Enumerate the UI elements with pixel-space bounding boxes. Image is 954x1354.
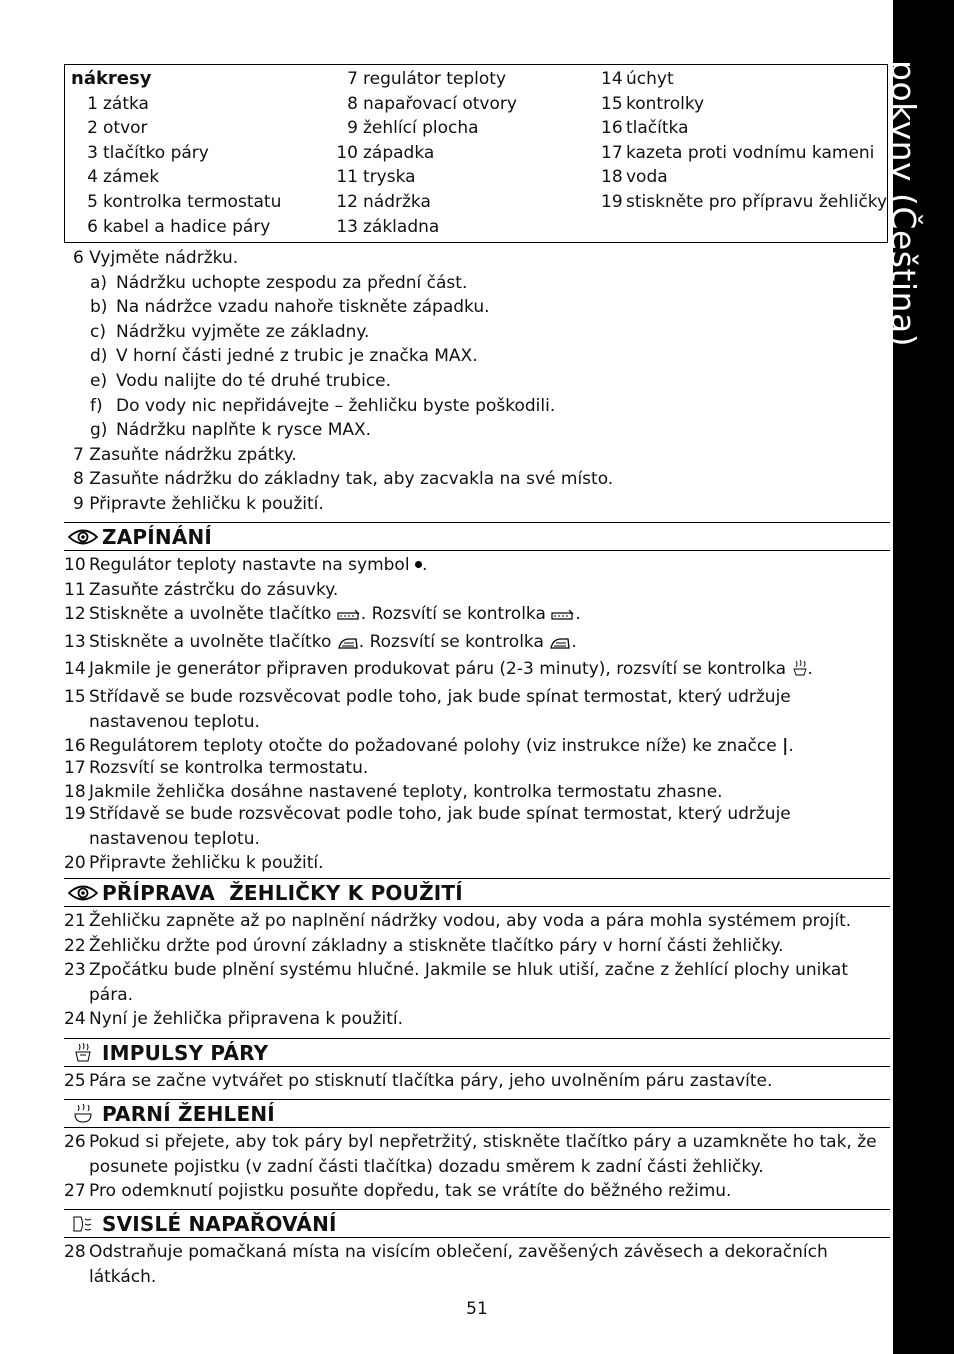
part-label: zátka	[103, 93, 149, 114]
part-number: 4	[87, 167, 98, 188]
vertical-steam-icon	[64, 1214, 102, 1234]
step-text	[89, 553, 890, 578]
substep-text: Nádržku naplňte k rysce MAX.	[116, 420, 372, 441]
substep-text: Nádržku vyjměte ze základny.	[116, 321, 370, 342]
step-text	[89, 630, 890, 658]
part-number: 11	[336, 167, 358, 188]
step-26	[64, 1130, 890, 1179]
section-header-parni	[64, 1099, 890, 1128]
substep-letter: d)	[90, 346, 108, 367]
step-number: 21	[64, 911, 86, 931]
substep-letter: f)	[90, 395, 103, 416]
substep-text: V horní části jedné z trubic je značka MAX.	[116, 346, 478, 367]
step-14	[64, 657, 890, 685]
step-text: .	[575, 604, 581, 625]
step-number: 23	[64, 960, 86, 981]
section-title: IMPULSY PÁRY	[102, 1040, 269, 1065]
step-number: 11	[64, 579, 86, 600]
step-number: 13	[64, 631, 86, 652]
part-item	[71, 92, 336, 117]
part-label: tlačítka	[626, 118, 689, 139]
step-27	[64, 1179, 890, 1204]
steam-button-icon	[551, 605, 575, 630]
step-text: .	[807, 659, 813, 680]
part-item	[331, 141, 601, 166]
part-number: 16	[601, 118, 623, 139]
substep	[64, 394, 890, 419]
part-item	[331, 116, 601, 141]
part-item	[601, 165, 891, 190]
step-number: 14	[64, 659, 86, 680]
part-number: 12	[336, 191, 358, 212]
parts-column-3	[601, 67, 891, 215]
step-28	[64, 1240, 890, 1289]
section-title: PŘÍPRAVA ŽEHLIČKY K POUŽITÍ	[102, 880, 463, 905]
substeps	[64, 271, 890, 443]
part-item	[71, 116, 336, 141]
substep	[64, 344, 890, 369]
parts-legend	[64, 64, 888, 243]
part-label: západka	[363, 142, 435, 163]
section-header-priprava	[64, 878, 890, 907]
part-label: regulátor teploty	[363, 69, 507, 89]
part-label: voda	[626, 167, 668, 188]
step-9: 9 Připravte žehličku k použití.	[73, 493, 324, 514]
parts-heading: nákresy	[71, 68, 152, 89]
substep	[64, 320, 890, 345]
step-text: Střídavě se bude rozsvěcovat podle toho, jak bude spínat termostat, který udržuje nastavenou teplotu.	[89, 686, 791, 732]
part-number: 13	[336, 216, 358, 237]
part-label: tlačítko páry	[103, 142, 209, 163]
part-number: 7	[347, 69, 358, 89]
step-12	[64, 602, 890, 630]
steam-button-icon	[337, 605, 361, 630]
part-number: 2	[87, 118, 98, 139]
step-text: Střídavě se bude rozsvěcovat podle toho, jak bude spínat termostat, který udržuje nastavenou teplotu.	[89, 803, 791, 849]
step-text: Odstraňuje pomačkaná místa na visícím oblečení, zavěšených závěsech a dekoračních látkách.	[89, 1242, 828, 1287]
part-number: 1	[87, 93, 98, 114]
parts-column-1	[71, 67, 336, 239]
substep	[64, 295, 890, 320]
substep-letter: e)	[90, 370, 108, 391]
part-item	[71, 215, 336, 240]
substep	[64, 369, 890, 394]
impulsy-steps	[64, 1069, 890, 1094]
step-number: 20	[64, 853, 86, 874]
part-item	[71, 165, 336, 190]
step-text	[89, 657, 890, 685]
substep-text: Vodu nalijte do té druhé trubice.	[116, 370, 392, 391]
part-item	[601, 141, 891, 166]
step-23	[64, 958, 890, 1007]
step-number: 27	[64, 1181, 86, 1202]
step-20	[64, 851, 890, 876]
position-mark: |	[782, 736, 789, 757]
part-item	[331, 215, 601, 240]
step-21	[64, 909, 890, 934]
step-15	[64, 685, 890, 734]
part-item	[601, 190, 891, 215]
step-8: 8 Zasuňte nádržku do základny tak, aby zacvakla na své místo.	[73, 469, 614, 490]
step-text: Žehličku zapněte až po naplnění nádržky vodou, aby voda a pára mohla systémem projít.	[89, 911, 852, 931]
part-number: 3	[87, 142, 98, 163]
step-13	[64, 630, 890, 658]
step-number: 24	[64, 1009, 86, 1030]
part-number: 9	[347, 118, 358, 139]
part-number: 19	[601, 191, 623, 212]
parni-steps	[64, 1130, 890, 1204]
part-label: kontrolka termostatu	[103, 191, 282, 212]
step-text: Regulátorem teploty otočte do požadované polohy (viz instrukce níže) ke značce	[89, 736, 783, 757]
step-text: .	[571, 631, 577, 652]
step-7: 7 Zasuňte nádržku zpátky.	[73, 444, 297, 465]
step-text: Nyní je žehlička připravena k použití.	[89, 1009, 404, 1030]
step-text: Jakmile žehlička dosáhne nastavené teploty, kontrolka termostatu zhasne.	[89, 782, 723, 803]
step-text: Zasuňte zástrčku do zásuvky.	[89, 579, 339, 600]
step-text: Pokud si přejete, aby tok páry byl nepřetržitý, stiskněte tlačítko páry a uzamkněte ho tak, že posunete pojistku (v zadní části tlačítka) dozadu směrem k zadní části žehličky.	[89, 1132, 877, 1177]
part-item	[331, 165, 601, 190]
iron-icon	[337, 633, 359, 658]
step-11	[64, 578, 890, 603]
step-number: 26	[64, 1132, 86, 1152]
part-label: tryska	[363, 167, 416, 188]
step-text: . Rozsvítí se kontrolka	[360, 604, 552, 625]
substep-letter: a)	[90, 272, 108, 293]
part-label: úchyt	[626, 69, 674, 89]
part-number: 18	[601, 167, 623, 188]
intro-steps	[64, 246, 890, 517]
part-item	[71, 141, 336, 166]
priprava-steps	[64, 909, 890, 1032]
substep	[64, 418, 890, 443]
part-label: kazeta proti vodnímu kameni	[626, 142, 875, 163]
step-text: Stiskněte a uvolněte tlačítko	[89, 631, 337, 652]
substep-text: Do vody nic nepřidávejte – žehličku byste poškodili.	[116, 395, 556, 416]
section-header-svisle	[64, 1209, 890, 1238]
part-number: 8	[347, 93, 358, 114]
substep-letter: b)	[90, 297, 108, 318]
step-number: 28	[64, 1242, 86, 1262]
step-6: 6 Vyjměte nádržku.	[73, 248, 239, 268]
section-title: SVISLÉ NAPAŘOVÁNÍ	[102, 1211, 337, 1236]
part-label: zámek	[103, 167, 160, 188]
step-number: 22	[64, 935, 86, 956]
steam-ready-icon	[792, 659, 808, 685]
step-text	[89, 602, 890, 630]
section-title: PARNÍ ŽEHLENÍ	[102, 1101, 275, 1126]
part-label: stiskněte pro přípravu žehličky	[626, 191, 888, 212]
step-text: Připravte žehličku k použití.	[89, 853, 324, 874]
step-text: Rozsvítí se kontrolka termostatu.	[89, 757, 369, 778]
eye-icon	[64, 884, 102, 902]
parts-column-2	[331, 67, 601, 239]
step-17	[64, 756, 890, 781]
substep	[64, 271, 890, 296]
section-header-impulsy	[64, 1038, 890, 1067]
part-label: kontrolky	[626, 93, 705, 114]
step-text: Zpočátku bude plnění systému hlučné. Jakmile se hluk utiší, začne z žehlící plochy unikat pára.	[89, 960, 848, 1005]
step-text: . Rozsvítí se kontrolka	[358, 631, 550, 652]
part-label: kabel a hadice páry	[103, 216, 271, 237]
step-text: .	[421, 555, 428, 575]
part-label: základna	[363, 216, 440, 237]
substep-letter: c)	[90, 321, 106, 342]
part-number: 17	[601, 142, 623, 163]
page-number: 51	[466, 1299, 488, 1319]
part-label: nádržka	[363, 191, 431, 212]
part-item	[331, 67, 601, 92]
part-label: žehlící plocha	[363, 118, 479, 139]
part-item	[601, 116, 891, 141]
step-24	[64, 1007, 890, 1032]
iron-icon	[549, 633, 571, 658]
step-number: 17	[64, 757, 86, 778]
zapinani-steps	[64, 553, 890, 876]
step-number: 16	[64, 736, 86, 757]
step-19	[64, 802, 890, 851]
step-text: Regulátor teploty nastavte na symbol	[89, 555, 415, 575]
steam-burst-icon	[64, 1042, 102, 1064]
section-header-zapinani	[64, 522, 890, 551]
part-number: 14	[601, 69, 623, 89]
step-10	[64, 553, 890, 578]
step-text: Žehličku držte pod úrovní základny a stiskněte tlačítko páry v horní části žehličky.	[89, 935, 784, 956]
substep-letter: g)	[90, 420, 108, 441]
eye-icon	[64, 528, 102, 546]
sidebar-title: pokyny (Čeština)	[884, 60, 923, 348]
part-item	[331, 190, 601, 215]
step-number: 19	[64, 803, 86, 824]
part-item	[71, 190, 336, 215]
part-number: 10	[336, 142, 358, 163]
part-label: otvor	[103, 118, 148, 139]
part-number: 5	[87, 191, 98, 212]
part-item	[331, 92, 601, 117]
substep-text: Na nádržce vzadu nahoře tiskněte západku.	[116, 297, 490, 318]
part-label: napařovací otvory	[363, 93, 517, 114]
step-text: Jakmile je generátor připraven produkovat páru (2-3 minuty), rozsvítí se kontrolka	[89, 659, 792, 680]
part-number: 15	[601, 93, 623, 114]
step-25	[64, 1069, 890, 1094]
dot-symbol	[415, 561, 422, 568]
step-22	[64, 934, 890, 959]
part-item	[601, 92, 891, 117]
step-text: Stiskněte a uvolněte tlačítko	[89, 604, 337, 625]
step-number: 10	[64, 555, 86, 575]
step-number: 18	[64, 782, 86, 803]
section-title: ZAPÍNÁNÍ	[102, 524, 213, 549]
steam-ironing-icon	[64, 1103, 102, 1125]
part-item	[601, 67, 891, 92]
step-text: Pro odemknutí pojistku posuňte dopředu, tak se vrátíte do běžného režimu.	[89, 1181, 732, 1202]
step-number: 12	[64, 604, 86, 625]
step-number: 15	[64, 686, 86, 707]
substep-text: Nádržku uchopte zespodu za přední část.	[116, 272, 468, 293]
svisle-steps	[64, 1240, 890, 1289]
step-number: 25	[64, 1071, 86, 1091]
step-text: .	[788, 736, 794, 757]
language-sidebar	[884, 0, 954, 1354]
step-text: Pára se začne vytvářet po stisknutí tlačítka páry, jeho uvolněním páru zastavíte.	[89, 1071, 773, 1091]
part-number: 6	[87, 216, 98, 237]
